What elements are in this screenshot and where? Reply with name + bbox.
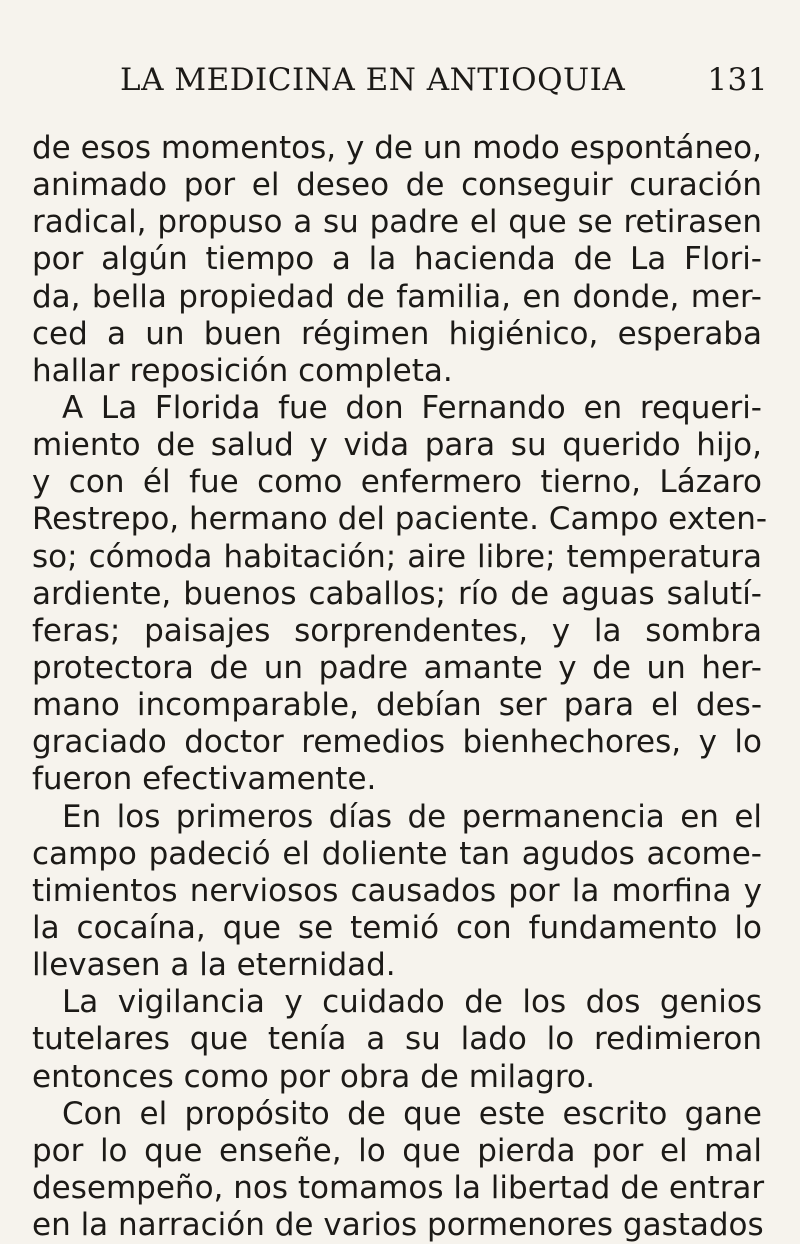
- text-line: timientos nerviosos causados por la morfina y: [32, 872, 762, 909]
- body-text: [32, 130, 768, 1244]
- text-line: la cocaína, que se temió con fundamento lo: [32, 909, 762, 946]
- text-line: en la narración de varios pormenores gastados: [32, 1207, 764, 1244]
- text-line: ced a un buen régimen higiénico, esperaba: [32, 315, 762, 352]
- text-line: ardiente, buenos caballos; río de aguas salutí-: [32, 575, 762, 612]
- text-line: entonces como por obra de milagro.: [32, 1058, 596, 1095]
- text-line: y con él fue como enfermero tierno, Lázaro: [32, 464, 762, 501]
- text-line: La vigilancia y cuidado de los dos genios: [62, 984, 762, 1021]
- text-line: graciado doctor remedios bienhechores, y lo: [32, 724, 762, 761]
- text-line: miento de salud y vida para su querido hijo,: [32, 427, 762, 464]
- running-title: LA MEDICINA EN ANTIOQUIA: [120, 62, 626, 98]
- text-line: Con el propósito de que este escrito gane: [62, 1095, 762, 1132]
- text-line: hallar reposición completa.: [32, 352, 453, 389]
- text-line: protectora de un padre amante y de un her-: [32, 649, 762, 686]
- text-line: por lo que enseñe, lo que pierda por el mal: [32, 1132, 762, 1169]
- running-header: [0, 62, 800, 106]
- text-line: radical, propuso a su padre el que se retirasen: [32, 204, 762, 241]
- text-line: animado por el deseo de conseguir curación: [32, 167, 762, 204]
- text-line: da, bella propiedad de familia, en donde, mer-: [32, 278, 762, 315]
- text-line: por algún tiempo a la hacienda de La Flori-: [32, 241, 762, 278]
- text-line: feras; paisajes sorprendentes, y la sombra: [32, 612, 762, 649]
- text-line: mano incomparable, debían ser para el des-: [32, 687, 762, 724]
- text-line: Restrepo, hermano del paciente. Campo exten-: [32, 501, 768, 538]
- text-line: tutelares que tenía a su lado lo redimieron: [32, 1021, 762, 1058]
- page-number: 131: [707, 62, 768, 98]
- text-line: fueron efectivamente.: [32, 761, 377, 798]
- text-line: desempeño, nos tomamos la libertad de entrar: [32, 1169, 765, 1206]
- text-line: de esos momentos, y de un modo espontáneo,: [32, 130, 762, 166]
- text-line: llevasen a la eternidad.: [32, 947, 396, 984]
- text-line: A La Florida fue don Fernando en requeri-: [62, 389, 762, 426]
- text-line: En los primeros días de permanencia en el: [62, 798, 762, 835]
- text-line: so; cómoda habitación; aire libre; temperatura: [32, 538, 762, 575]
- text-line: campo padeció el doliente tan agudos acome-: [32, 835, 762, 872]
